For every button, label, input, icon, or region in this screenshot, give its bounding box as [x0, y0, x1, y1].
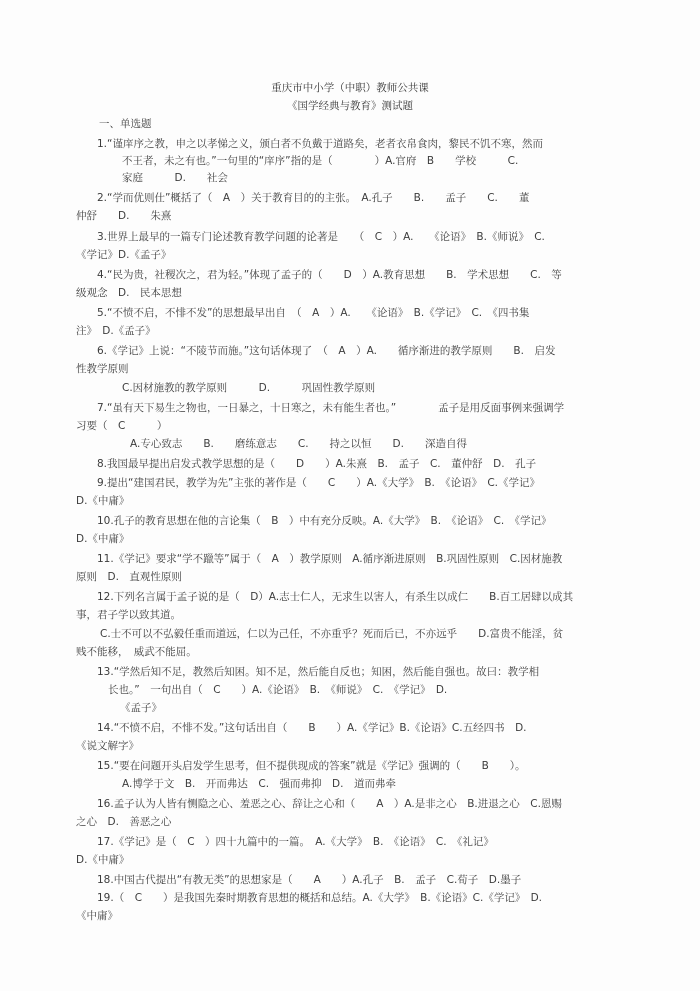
question-line: 1.“谨庠序之教，申之以孝悌之义，颁白者不负戴于道路矣，老者衣帛食肉，黎民不饥不寒，然而: [97, 138, 543, 150]
question-line: 9.提出“建国君民，教学为先”主张的著作是（ C ）A.《大学》 B. 《论语》 C.《学记》: [97, 477, 541, 489]
question-line: 不王者，未之有也。”一句里的“庠序”指的是（ ）A.官府 B 学校 C.: [122, 155, 519, 167]
question-line: 仲舒 D. 朱熹: [76, 210, 172, 222]
question-line: C.因材施教的教学原则 D. 巩固性教学原则: [122, 382, 376, 394]
question-line: 18.中国古代提出“有教无类”的思想家是（ A ）A.孔子 B. 孟子 C.荀子 D.墨子: [97, 874, 522, 886]
question-line: 《中庸》: [76, 910, 118, 922]
question-line: 2.“学而优则仕”概括了（ A ）关于教育目的的主张。 A.孔子 B. 孟子 C. 董: [97, 192, 530, 204]
question-line: 性教学原则: [76, 363, 129, 375]
section-heading: 一、单选题: [99, 118, 152, 130]
question-line: 3.世界上最早的一篇专门论述教育教学问题的论著是 （ C ）A. 《论语》 B.《师说》 C.: [97, 231, 545, 243]
question-line: 级观念 D. 民本思想: [76, 287, 182, 299]
question-line: D.《中庸》: [76, 533, 130, 545]
document-subtitle: 《国学经典与教育》测试题: [287, 100, 413, 112]
question-line: 5.“不愤不启，不悱不发”的思想最早出自 （ A ）A. 《论语》 B.《学记》 C. 《四书集: [97, 307, 530, 319]
question-line: 习要（ C ）: [76, 420, 168, 432]
question-line: 16.孟子认为人皆有恻隐之心、羞恶之心、辞让之心和（ A ）A.是非之心 B.进退之心 C.恩赐: [97, 798, 562, 810]
question-line: 19.（ C ）是我国先秦时期教育思想的概括和总结。A.《大学》 B.《论语》C.《学记》 D.: [97, 892, 542, 904]
question-line: A.博学于文 B. 开而弗达 C. 强而弗抑 D. 道而弗牵: [122, 778, 396, 790]
document-title: 重庆市中小学（中职）教师公共课: [271, 82, 429, 94]
question-line: 13.“学然后知不足，教然后知困。知不足，然后能自反也；知困，然后能自强也。故曰：教学相: [97, 666, 540, 678]
question-line: 长也。” 一句出自（ C ）A.《论语》 B. 《师说》 C. 《学记》 D.: [108, 684, 448, 696]
question-line: 事，君子学以致其道。: [76, 609, 181, 621]
question-line: 贱不能移， 威武不能屈。: [76, 646, 197, 658]
question-line: 11.《学记》要求“学不躐等”属于（ A ）教学原则 A.循序渐进原则 B.巩固性原则 C.因材施教: [97, 553, 563, 565]
question-line: 6.《学记》上说：“不陵节而施。”这句话体现了 （ A ）A. 循序渐进的教学原则 B. 启发: [97, 345, 556, 357]
question-line: 注》 D.《孟子》: [76, 325, 156, 337]
question-line: 之心 D. 善恶之心: [76, 816, 172, 828]
question-line: 7.“虽有天下易生之物也，一日暴之，十日寒之，未有能生者也。” 孟子是用反面事例来强调学: [97, 402, 565, 414]
question-line: 《学记》D.《孟子》: [76, 249, 172, 261]
question-line: 17.《学记》是（ C ）四十九篇中的一篇。 A.《大学》 B. 《论语》 C. 《礼记》: [97, 836, 494, 848]
question-line: 10.孔子的教育思想在他的言论集（ B ）中有充分反映。A.《大学》 B. 《论语》 C. 《学记》: [97, 515, 552, 527]
question-line: 8.我国最早提出启发式教学思想的是（ D ）A.朱熹 B. 孟子 C. 董仲舒 D. 孔子: [97, 458, 537, 470]
question-line: 4.“民为贵，社稷次之，君为轻。”体现了孟子的（ D ）A.教育思想 B. 学术思想 C. 等: [97, 269, 562, 281]
question-line: A.专心致志 B. 磨练意志 C. 持之以恒 D. 深造自得: [130, 438, 467, 450]
question-line: 家庭 D. 社会: [122, 172, 228, 184]
question-line: 14.“不愤不启，不悱不发。”这句话出自（ B ）A.《学记》B.《论语》C.五经四书 D.: [97, 722, 527, 734]
question-line: 12.下列名言属于孟子说的是（ D）A.志士仁人，无求生以害人，有杀生以成仁 B.百工居肆以成其: [97, 591, 574, 603]
question-line: C.士不可以不弘毅任重而道远，仁以为己任，不亦重乎？死而后已，不亦远乎 D.富贵不能淫，贫: [100, 628, 564, 640]
question-line: 原则 D. 直观性原则: [76, 571, 182, 583]
question-line: 《孟子》: [120, 702, 162, 714]
question-line: 15.“要在问题开头启发学生思考，但不提供现成的答案”就是《学记》强调的（ B ）。: [97, 760, 526, 772]
question-line: D.《中庸》: [76, 495, 130, 507]
question-line: D.《中庸》: [76, 854, 130, 866]
question-line: 《说文解字》: [76, 740, 139, 752]
